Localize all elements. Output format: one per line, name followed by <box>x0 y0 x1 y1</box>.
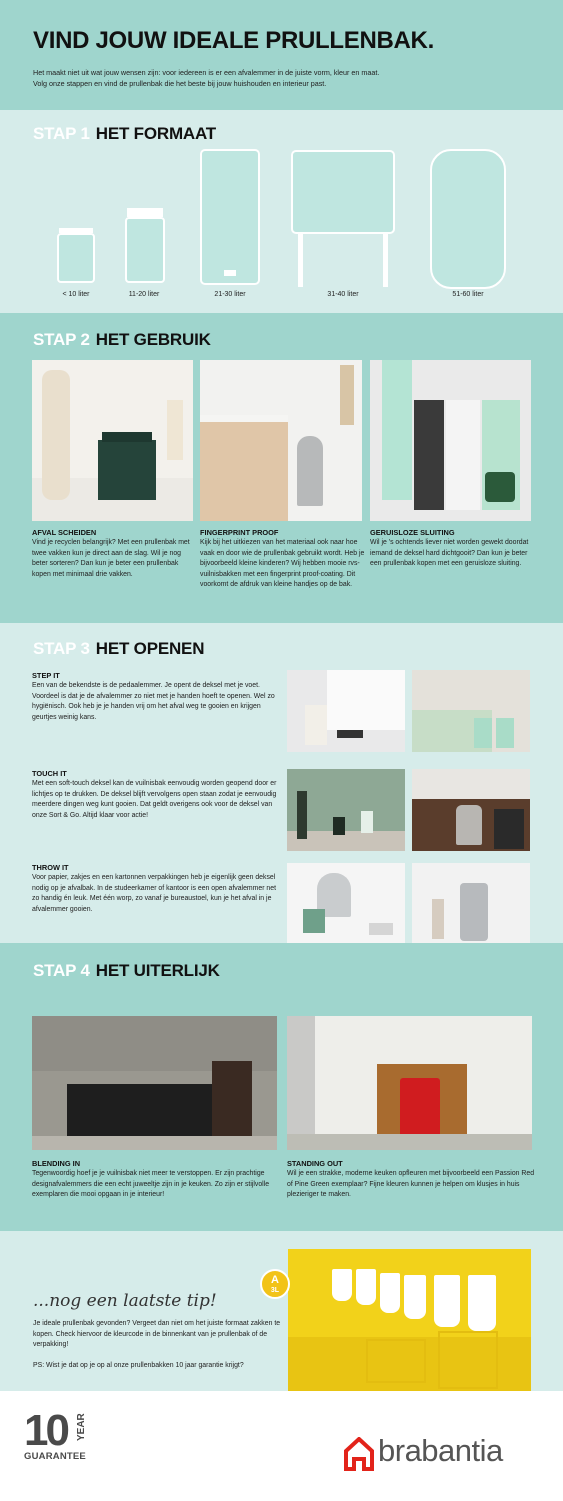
size-caption-5: 51-60 liter <box>452 291 484 298</box>
text-step-it: Een van de bekendste is de pedaalemmer. Je opent de deksel met je voet. Voordeel is dat je de afvalemmer zo niet met je handen hoeft te openen. Wel zo hygiënisch. Ook heb je je handen vrij om het afval weg te gooien en krijgen geurtjes weinig kans. <box>32 682 275 721</box>
photo-bin-bags <box>288 1249 531 1391</box>
tip-ps: PS: Wist je dat op je op al onze prullenbakken 10 jaar garantie krijgt? <box>33 1362 244 1369</box>
step2-heading: STAP 2 HET GEBRUIK <box>33 330 211 349</box>
step3-heading: STAP 3 HET OPENEN <box>33 639 205 658</box>
label-standing-out: STANDING OUT <box>287 1159 343 1168</box>
tip-text: Je ideale prullenbak gevonden? Vergeet dan niet om het juiste formaat zakken te kopen. Check hiervoor de kleurcode in de binnenkant van je prullenbak of de verpakking! <box>33 1320 281 1349</box>
intro-text: Het maakt niet uit wat jouw wensen zijn: voor iedereen is er een afvalemmer in de juiste vorm, kleur en maat. Volg onze stappen en vind de prullenbak die het beste bij jouw huishouden en interieur past. <box>33 68 380 88</box>
text-blending-in: Tegenwoordig hoef je je vuilnisbak niet meer te verstoppen. Er zijn prachtige designafvalemmers die een echt juweeltje zijn in je keuken. Zo zijn er stijlvolle exemplaren die mooi opgaan in je interieur! <box>32 1170 270 1199</box>
tip-heading: ...nog een laatste tip! <box>33 1291 217 1311</box>
text-geruisloze-sluiting: Wil je 's ochtends liever niet worden gewekt doordat iemand de deksel hard dichtgooit? Dan kun je beter een prullenbak kopen met een geruisloze sluiting. <box>370 539 529 568</box>
label-blending-in: BLENDING IN <box>32 1159 81 1168</box>
photo-step-it-2 <box>412 670 530 752</box>
page-title: VIND JOUW IDEALE PRULLENBAK. <box>33 27 434 54</box>
label-throw-it: THROW IT <box>32 863 69 872</box>
size-caption-4: 31-40 liter <box>327 291 359 298</box>
brabantia-house-icon <box>344 1437 374 1471</box>
size-caption-1: < 10 liter <box>62 291 90 298</box>
bag-size-badge: A 3L <box>260 1269 290 1299</box>
size-caption-3: 21-30 liter <box>214 291 246 298</box>
brabantia-logo: brabantia <box>344 1433 534 1473</box>
bin-medium-icon <box>126 218 164 282</box>
size-caption-2: 11-20 liter <box>128 291 160 298</box>
photo-touch-it-1 <box>287 769 405 851</box>
text-throw-it: Voor papier, zakjes en een kartonnen verpakkingen heb je eigenlijk geen deksel nodig op je afvalbak. In de studeerkamer of kantoor is een open afvalemmer net zo handig én leuk. Met één worp, zo vanaf je bureaustoel, kun je het afval in je afvalemmer gooien. <box>32 874 276 913</box>
step2-section <box>0 313 563 623</box>
pedal-icon <box>224 270 236 276</box>
header-section <box>0 0 563 110</box>
photo-afval-scheiden <box>32 360 193 521</box>
label-geruisloze-sluiting: GERUISLOZE SLUITING <box>370 528 455 537</box>
label-afval-scheiden: AFVAL SCHEIDEN <box>32 528 97 537</box>
guarantee-logo: 10 YEAR GUARANTEE <box>24 1406 87 1462</box>
photo-touch-it-2 <box>412 769 530 851</box>
bin-touch-icon <box>431 150 505 288</box>
photo-fingerprint-proof <box>200 360 362 521</box>
photo-standing-out <box>287 1016 532 1150</box>
bin-pedal-icon <box>201 150 259 284</box>
step1-section <box>0 110 563 313</box>
label-touch-it: TOUCH IT <box>32 769 67 778</box>
step3-section <box>0 623 563 943</box>
photo-step-it-1 <box>287 670 405 752</box>
step4-heading: STAP 4 HET UITERLIJK <box>33 961 220 980</box>
label-step-it: STEP IT <box>32 671 60 680</box>
label-fingerprint-proof: FINGERPRINT PROOF <box>200 528 279 537</box>
text-fingerprint-proof: Kijk bij het uitkiezen van het materiaal ook naar hoe vaak en door wie de prullenbak gebruikt wordt. Heb je bijvoorbeeld kleine kinderen? Wij hebben mooie rvs-vuilnisbakken met een fingerprint proof-coating. Dit voorkomt de afdruk van kleine handjes op de bak. <box>200 539 365 589</box>
photo-blending-in <box>32 1016 277 1150</box>
bin-size-illustrations <box>0 110 563 313</box>
text-standing-out: Wil je een strakke, moderne keuken opfleuren met bijvoorbeeld een Passion Red of Pine Green exemplaar? Fijne kleuren kunnen je helpen om klusjes in huis plezieriger te maken. <box>287 1170 535 1199</box>
footer-section <box>0 1391 563 1501</box>
tip-section <box>0 1231 563 1391</box>
photo-geruisloze-sluiting <box>370 360 531 521</box>
step4-section <box>0 943 563 1231</box>
bin-bo-icon <box>292 151 394 233</box>
text-afval-scheiden: Vind je recyclen belangrijk? Met een prullenbak met twee vakken kun je direct aan de slag. Wil je nog beter sorteren? Dan kun je beter een prullenbak kopen met minimaal drie vakken. <box>32 539 190 578</box>
photo-throw-it-2 <box>412 863 530 945</box>
step1-heading: STAP 1 HET FORMAAT <box>33 124 216 143</box>
photo-throw-it-1 <box>287 863 405 945</box>
text-touch-it: Met een soft-touch deksel kan de vuilnisbak eenvoudig worden geopend door er lichtjes op te drukken. De deksel blijft vervolgens open staan zodat je eenvoudig meerdere dingen weg kunt gooien. Dat geldt overigens ook voor de deksel van onze Sort & Go. Altijd klaar voor actie! <box>32 780 277 819</box>
bin-small-icon <box>58 234 94 282</box>
